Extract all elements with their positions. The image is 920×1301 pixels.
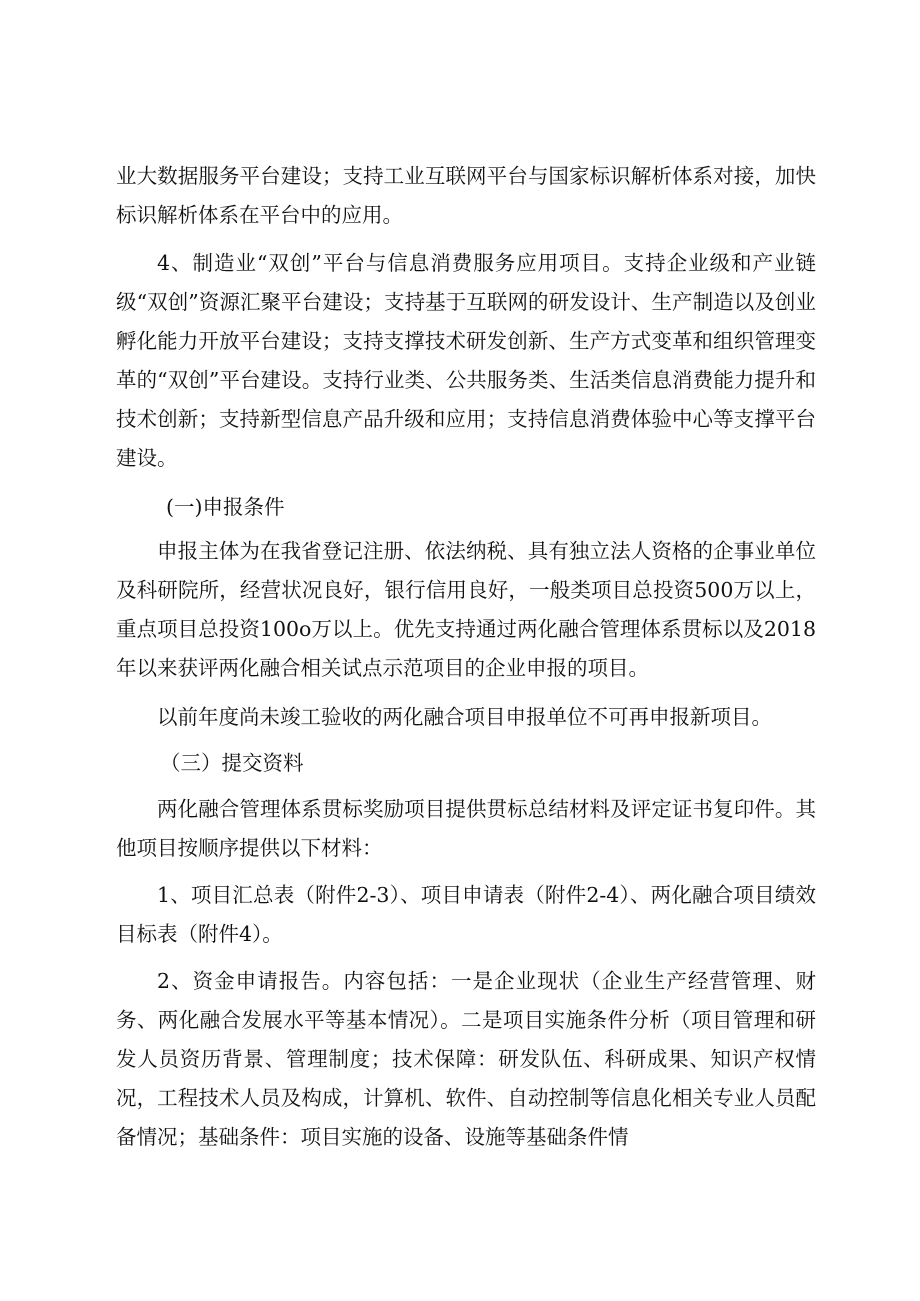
section-heading-submission-materials: （三）提交资料 [160,751,304,775]
paragraph-item-4: 4、制造业“双创”平台与信息消费服务应用项目。支持企业级和产业链级“双创”资源汇聚平台建设；支持基于互联网的研发设计、生产制造以及创业孵化能力开放平台建设；支持支撑技术研发创新、生产方式变革和组织管理变革的“双创”平台建设。支持行业类、公共服务类、生活类信息消费能力提升和技术创新；支持新型信息产品升级和应用；支持信息消费体验中心等支撑平台建设。 [116,251,816,470]
paragraph-item-1-forms: 1、项目汇总表（附件2-3）、项目申请表（附件2-4）、两化融合项目绩效目标表（附件4）。 [116,883,816,946]
paragraph-item-2-report: 2、资金申请报告。内容包括：一是企业现状（企业生产经营管理、财务、两化融合发展水平等基本情况）。二是项目实施条件分析（项目管理和研发人员资历背景、管理制度；技术保障：研发队伍、科研成果、知识产权情况，工程技术人员及构成，计算机、软件、自动控制等信息化相关专业人员配备情况；基础条件：项目实施的设备、设施等基础条件情 [116,969,816,1149]
paragraph-platform-support: 业大数据服务平台建设；支持工业互联网平台与国家标识解析体系对接，加快标识解析体系在平台中的应用。 [116,164,816,227]
paragraph-certification-materials: 两化融合管理体系贯标奖励项目提供贯标总结材料及评定证书复印件。其他项目按顺序提供以下材料： [116,797,816,860]
paragraph-restriction: 以前年度尚未竣工验收的两化融合项目申报单位不可再申报新项目。 [157,705,772,729]
paragraph-applicant-requirements: 申报主体为在我省登记注册、依法纳税、具有独立法人资格的企事业单位及科研院所，经营状况良好，银行信用良好，一般类项目总投资500万以上，重点项目总投资100o万以上。优先支持通过两化融合管理体系贯标以及2018年以来获评两化融合相关试点示范项目的企业申报的项目。 [116,539,816,680]
section-heading-application-conditions: (一)申报条件 [166,495,285,519]
